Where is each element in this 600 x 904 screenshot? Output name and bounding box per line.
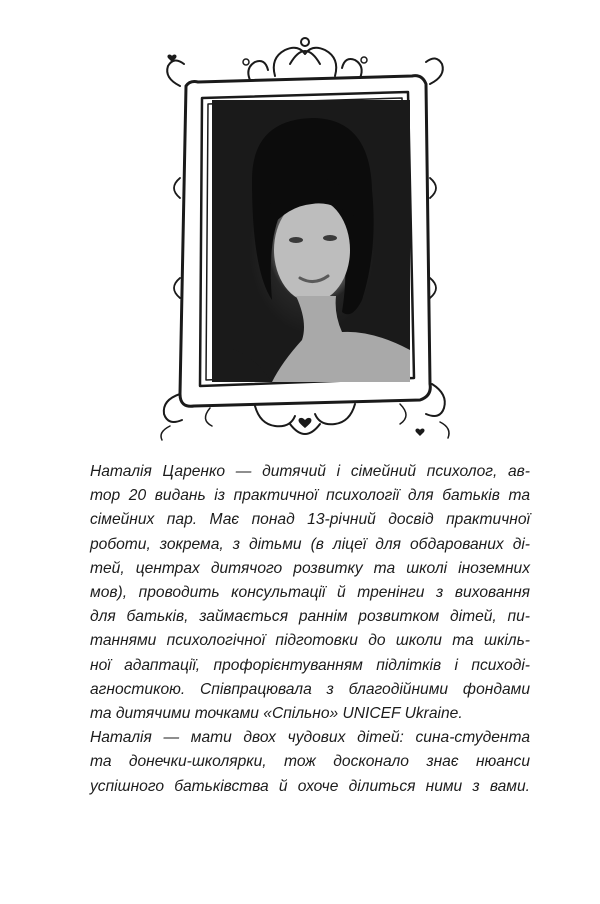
bio-line: та донечки-школярки, тож досконало знає нюанси [90, 753, 530, 771]
bio-line: сімейних пар. Має понад 13-річний досвід практичної [90, 511, 530, 529]
bio-line: таннями психологічної підготовки до школи та шкіль- [90, 632, 530, 650]
bio-paragraph [90, 460, 530, 799]
bio-line: агностикою. Співпрацювала з благодійними фондами [90, 680, 530, 698]
bio-line: для батьків, займається раннім розвитком дітей, пи- [90, 608, 530, 626]
bio-line: Наталія Царенко — дитячий і сімейний психолог, ав- [90, 463, 530, 480]
portrait-silhouette [212, 100, 410, 382]
author-portrait [212, 100, 410, 382]
bio-line: тор 20 видань із практичної психології для батьків та [90, 487, 530, 505]
bio-line: тей, центрах дитячого розвитку та школі іноземних [90, 559, 530, 577]
bio-line: та дитячими точками «Спільно» UNICEF Ukraine. [90, 705, 463, 723]
bio-line: мов), проводить консультації й тренінги з виховання [90, 584, 530, 602]
bio-line: успішного батьківства й охоче ділиться ними з вами. [90, 777, 530, 795]
bio-line: ної адаптації, профорієнтуванням підлітків і псиході- [90, 656, 530, 674]
author-bio [90, 460, 530, 799]
bio-line: Наталія — мати двох чудових дітей: сина-студента [90, 729, 530, 747]
bio-line: роботи, зокрема, з дітьми (в ліцеї для обдарованих ді- [90, 535, 530, 553]
